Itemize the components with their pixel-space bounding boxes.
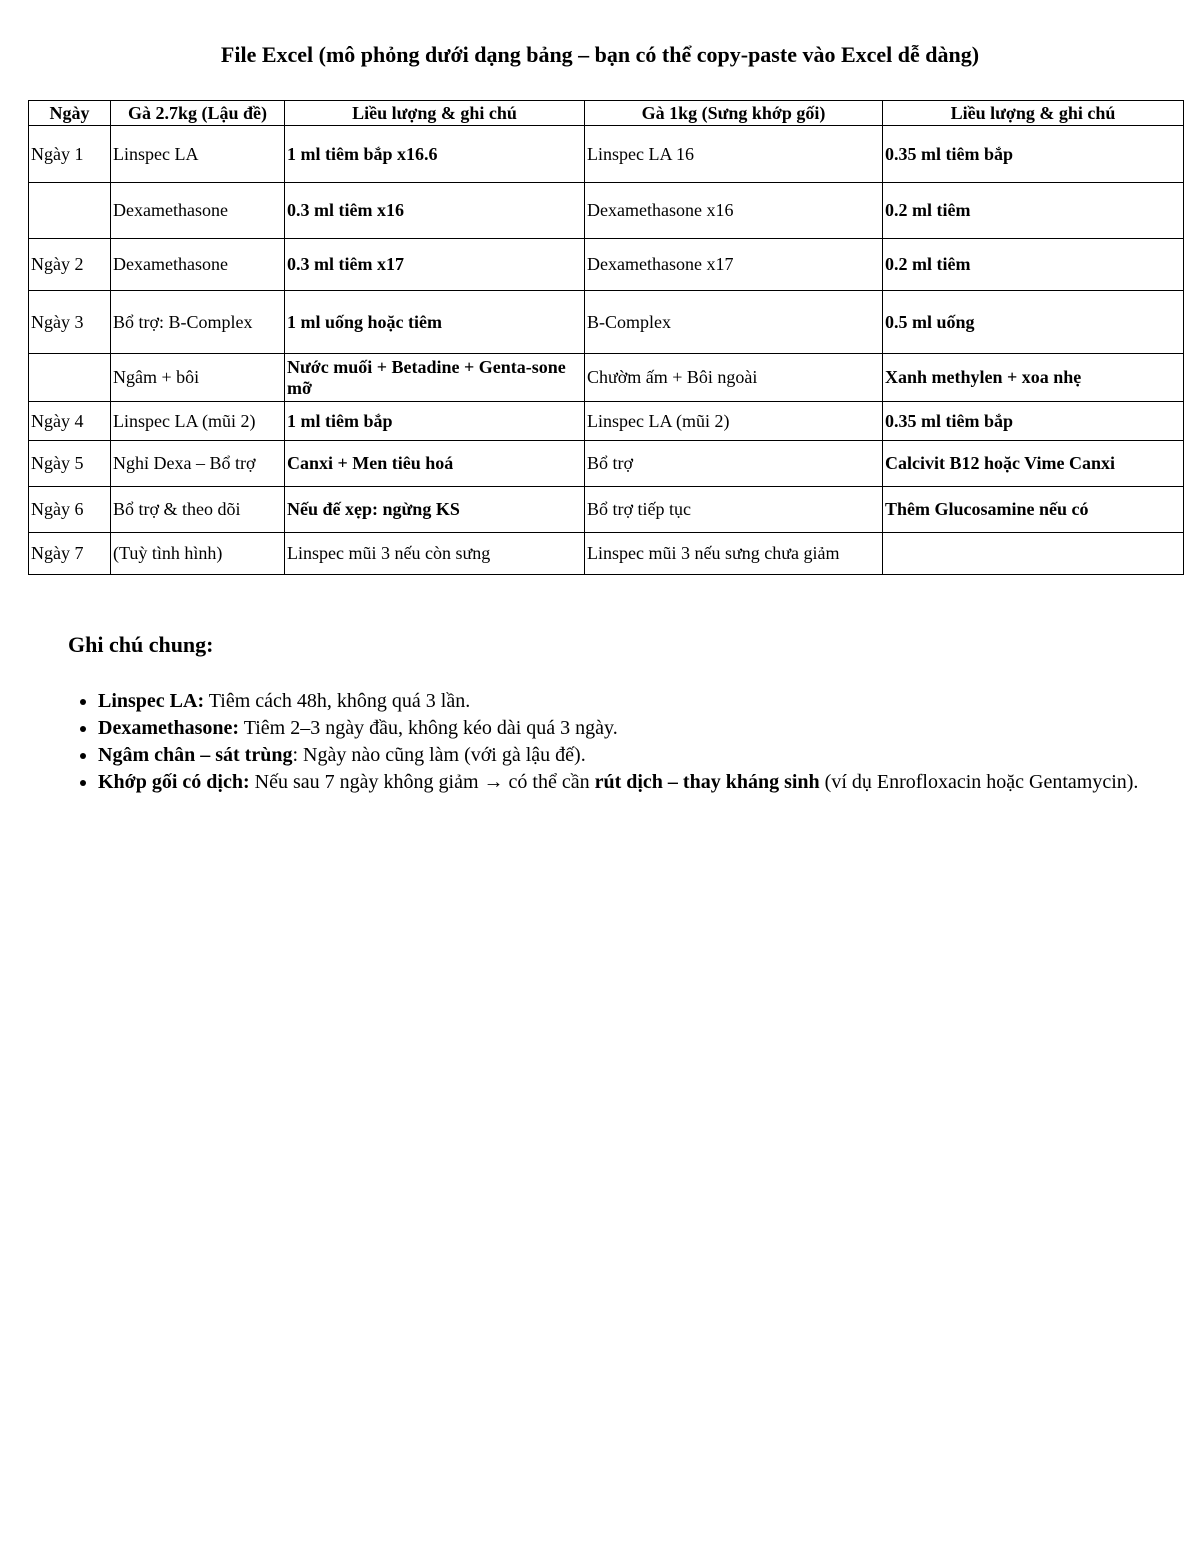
cell-hen1-dose: Canxi + Men tiêu hoá xyxy=(285,441,585,487)
cell-hen2-med: Chườm ấm + Bôi ngoài xyxy=(585,354,883,402)
cell-hen2-med: Linspec LA 16 xyxy=(585,126,883,183)
cell-hen2-med: Linspec LA (mũi 2) xyxy=(585,402,883,441)
cell-hen1-dose: Nước muối + Betadine + Genta-sone mỡ xyxy=(285,354,585,402)
list-item xyxy=(98,742,1178,769)
note-text: Nếu sau 7 ngày không giảm → có thể cần xyxy=(249,771,595,793)
cell-hen2-med: Dexamethasone x17 xyxy=(585,239,883,291)
cell-hen2-med: Bổ trợ xyxy=(585,441,883,487)
cell-hen2-dose: 0.35 ml tiêm bắp xyxy=(883,126,1184,183)
table-row xyxy=(29,533,1184,575)
cell-hen2-med: Bổ trợ tiếp tục xyxy=(585,487,883,533)
cell-day: Ngày 4 xyxy=(29,402,111,441)
cell-hen1-dose: 1 ml tiêm bắp xyxy=(285,402,585,441)
cell-hen1-med: Bổ trợ: B-Complex xyxy=(111,291,285,354)
table-row xyxy=(29,402,1184,441)
table-row xyxy=(29,354,1184,402)
cell-hen1-dose: 0.3 ml tiêm x17 xyxy=(285,239,585,291)
cell-hen1-med: Linspec LA xyxy=(111,126,285,183)
cell-hen2-dose: Calcivit B12 hoặc Vime Canxi xyxy=(883,441,1184,487)
cell-hen2-dose: 0.35 ml tiêm bắp xyxy=(883,402,1184,441)
cell-hen1-med: Ngâm + bôi xyxy=(111,354,285,402)
cell-day: Ngày 5 xyxy=(29,441,111,487)
note-text: Tiêm 2–3 ngày đầu, không kéo dài quá 3 ngày. xyxy=(239,717,618,739)
header-hen2-dose: Liều lượng & ghi chú xyxy=(883,101,1184,126)
note-label: Dexamethasone: xyxy=(98,717,240,739)
note-tail: (ví dụ Enrofloxacin hoặc Gentamycin). xyxy=(819,771,1139,793)
cell-hen2-dose: 0.2 ml tiêm xyxy=(883,183,1184,239)
cell-hen2-dose: 0.5 ml uống xyxy=(883,291,1184,354)
cell-hen1-med: Bổ trợ & theo dõi xyxy=(111,487,285,533)
cell-hen1-dose: 1 ml uống hoặc tiêm xyxy=(285,291,585,354)
cell-day: Ngày 2 xyxy=(29,239,111,291)
cell-hen2-dose xyxy=(883,533,1184,575)
table-row xyxy=(29,239,1184,291)
table-row xyxy=(29,487,1184,533)
cell-hen2-dose: Xanh methylen + xoa nhẹ xyxy=(883,354,1184,402)
cell-hen1-dose: 1 ml tiêm bắp x16.6 xyxy=(285,126,585,183)
note-label: Ngâm chân – sát trùng xyxy=(98,744,293,766)
header-hen2: Gà 1kg (Sưng khớp gối) xyxy=(585,101,883,126)
notes-list xyxy=(68,688,1178,796)
header-hen1: Gà 2.7kg (Lậu đề) xyxy=(111,101,285,126)
note-text: Tiêm cách 48h, không quá 3 lần. xyxy=(204,690,471,712)
list-item xyxy=(98,715,1178,742)
page-title: File Excel (mô phỏng dưới dạng bảng – bạn có thể copy-paste vào Excel dễ dàng) xyxy=(220,42,980,67)
cell-hen2-dose: 0.2 ml tiêm xyxy=(883,239,1184,291)
cell-day xyxy=(29,183,111,239)
table-header-row xyxy=(29,101,1184,126)
cell-hen1-med: Linspec LA (mũi 2) xyxy=(111,402,285,441)
cell-hen2-med: Dexamethasone x16 xyxy=(585,183,883,239)
cell-day: Ngày 1 xyxy=(29,126,111,183)
cell-day xyxy=(29,354,111,402)
cell-day: Ngày 6 xyxy=(29,487,111,533)
cell-hen2-med: Linspec mũi 3 nếu sưng chưa giảm xyxy=(585,533,883,575)
cell-hen2-med: B-Complex xyxy=(585,291,883,354)
note-text: : Ngày nào cũng làm (với gà lậu đế). xyxy=(292,744,586,766)
cell-hen1-med: (Tuỳ tình hình) xyxy=(111,533,285,575)
treatment-table xyxy=(28,100,1184,575)
note-label: Khớp gối có dịch: xyxy=(98,771,250,793)
table-row xyxy=(29,126,1184,183)
table-row xyxy=(29,183,1184,239)
table-row xyxy=(29,441,1184,487)
cell-hen2-dose: Thêm Glucosamine nếu có xyxy=(883,487,1184,533)
cell-day: Ngày 7 xyxy=(29,533,111,575)
cell-hen1-med: Dexamethasone xyxy=(111,239,285,291)
notes-title: Ghi chú chung: xyxy=(68,632,214,657)
header-day: Ngày xyxy=(29,101,111,126)
list-item xyxy=(98,688,1178,715)
cell-day: Ngày 3 xyxy=(29,291,111,354)
cell-hen1-dose: Linspec mũi 3 nếu còn sưng xyxy=(285,533,585,575)
cell-hen1-dose: 0.3 ml tiêm x16 xyxy=(285,183,585,239)
header-hen1-dose: Liều lượng & ghi chú xyxy=(285,101,585,126)
table-row xyxy=(29,291,1184,354)
cell-hen1-med: Dexamethasone xyxy=(111,183,285,239)
note-emphasis: rút dịch – thay kháng sinh xyxy=(594,771,820,793)
list-item xyxy=(98,769,1178,796)
cell-hen1-med: Nghỉ Dexa – Bổ trợ xyxy=(111,441,285,487)
cell-hen1-dose: Nếu đế xẹp: ngừng KS xyxy=(285,487,585,533)
note-label: Linspec LA: xyxy=(98,690,205,712)
